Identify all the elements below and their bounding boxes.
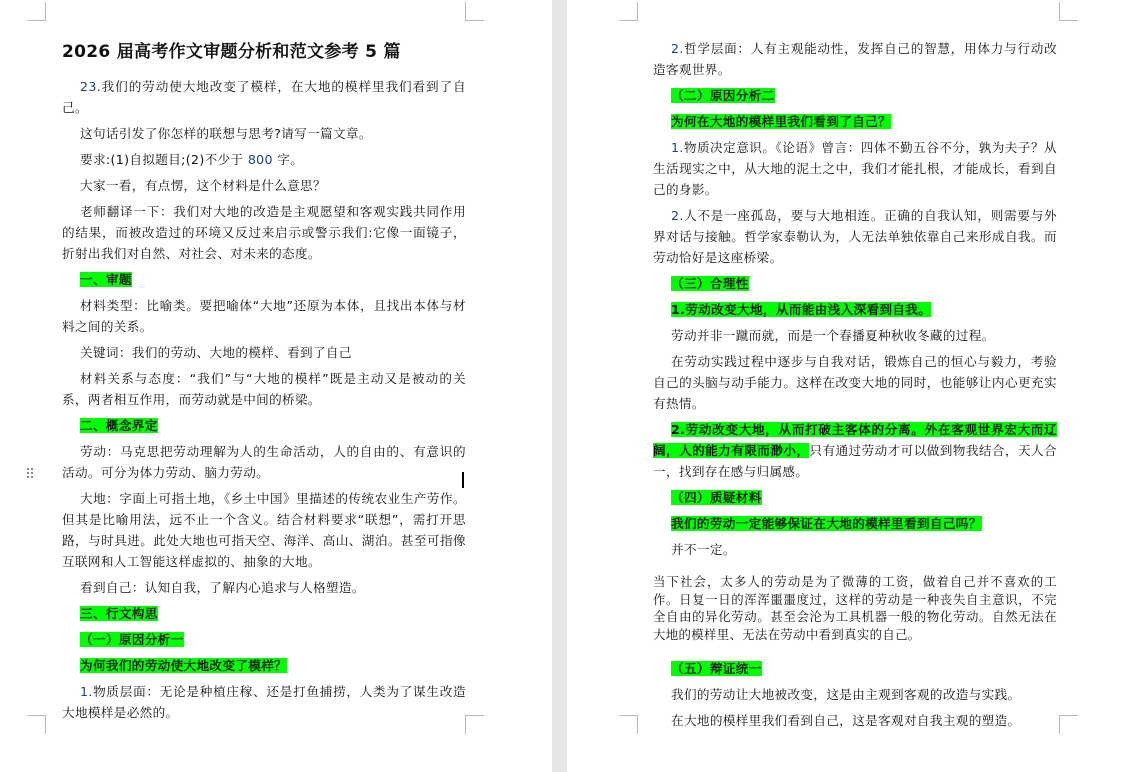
- section-heading: [653, 111, 1057, 132]
- paragraph: [653, 710, 1057, 731]
- text-run: 人不是一座孤岛，要与大地相连。正确的自我认知，则需要与外界对话与接触。哲学家泰勒认为，人无法单独依靠自己来形成自我。而劳动恰好是这座桥梁。: [653, 208, 1057, 265]
- text-run: 物质层面：无论是种植庄稼、还是打鱼捕捞，人类为了谋生改造大地模样是必然的。: [62, 684, 466, 720]
- section-heading: [653, 85, 1057, 106]
- highlighted-text: 一、审题: [80, 272, 132, 287]
- text-run: 劳动：马克思把劳动理解为人的生命活动，人的自由的、有意识的活动。可分为体力劳动、脑力劳动。: [62, 444, 466, 480]
- section-heading: [653, 658, 1057, 679]
- paragraph: [62, 201, 466, 264]
- paragraph: [62, 76, 466, 118]
- margin-corner-mark: [27, 715, 46, 734]
- paragraph: [653, 137, 1057, 200]
- paragraph: [62, 123, 466, 144]
- text-run: 大家一看，有点愣，这个材料是什么意思？: [80, 178, 326, 193]
- text-run: 我们的劳动使大地改变了模样，在大地的模样里我们看到了自己。: [62, 79, 466, 115]
- page-body[interactable]: [653, 38, 1057, 736]
- section-heading: [653, 487, 1057, 508]
- paragraph: [653, 38, 1057, 80]
- text-run: 23.: [80, 79, 102, 94]
- section-heading: [62, 629, 466, 650]
- text-run: 哲学层面：人有主观能动性，发挥自己的智慧，用体力与行动改造客观世界。: [653, 41, 1057, 77]
- highlighted-text: 二、概念界定: [80, 418, 158, 433]
- drag-handle-icon[interactable]: ⠿: [25, 467, 36, 483]
- paragraph: [62, 295, 466, 337]
- highlighted-text: 我们的劳动一定能够保证在大地的模样里看到自己吗？: [671, 516, 982, 531]
- margin-corner-mark: [619, 715, 638, 734]
- highlighted-text: 为何在大地的模样里我们看到了自己？: [671, 114, 892, 129]
- text-run: 关键词：我们的劳动、大地的模样、看到了自己: [80, 345, 352, 360]
- text-run: 要求:(1)自拟题目;(2)不少于: [80, 152, 248, 167]
- text-run: 劳动并非一蹴而就，而是一个春播夏种秋收冬藏的过程。: [671, 328, 995, 343]
- text-run: 并不一定。: [671, 542, 736, 557]
- text-cursor: [462, 472, 464, 488]
- margin-corner-mark: [465, 2, 484, 21]
- paragraph: [653, 325, 1057, 346]
- text-run: 我们的劳动让大地被改变，这是由主观到客观的改造与实践。: [671, 687, 1021, 702]
- paragraph: [653, 419, 1057, 482]
- text-run: 老师翻译一下：我们对大地的改造是主观愿望和客观实践共同作用的结果，而被改造过的环境又反过来启示或警示我们:它像一面镜子，折射出我们对自然、对社会、对未来的态度。: [62, 204, 466, 261]
- text-run: 800: [247, 152, 273, 167]
- text-run: 看到自己：认知自我，了解内心追求与人格塑造。: [80, 580, 365, 595]
- paragraph: [653, 351, 1057, 414]
- highlighted-text: （三）合理性: [671, 276, 749, 291]
- section-heading: [653, 273, 1057, 294]
- section-heading: [62, 603, 466, 624]
- paragraph: [62, 175, 466, 196]
- text-run: 只有通过劳动才可以做到物我结合，天人合一，找到存在感与归属感。: [653, 443, 1057, 479]
- paragraph: [62, 681, 466, 723]
- paragraph: [653, 539, 1057, 560]
- paragraph: [653, 573, 1057, 643]
- text-run: 在劳动实践过程中逐步与自我对话，锻炼自己的恒心与毅力，考验自己的头脑与动手能力。这样在改变大地的同时，也能够让内心更充实有热情。: [653, 354, 1057, 411]
- paragraph: [62, 342, 466, 363]
- section-heading: [653, 513, 1057, 534]
- document-title: 2026 届高考作文审题分析和范文参考 5 篇: [62, 42, 401, 62]
- text-run: 在大地的模样里我们看到自己，这是客观对自我主观的塑造。: [671, 713, 1021, 728]
- highlighted-text: （四）质疑材料: [671, 490, 762, 505]
- highlighted-text: 为何我们的劳动使大地改变了模样？: [80, 658, 288, 673]
- text-run: 2.: [671, 41, 684, 56]
- paragraph: [653, 205, 1057, 268]
- paragraph: [653, 684, 1057, 705]
- text-run: 材料类型：比喻类。要把喻体“大地”还原为本体，且找出本体与材料之间的关系。: [62, 298, 466, 334]
- document-page-left: [0, 0, 552, 772]
- text-run: 物质决定意识。《论语》曾言：四体不勤五谷不分，孰为夫子？从生活现实之中，从大地的泥土之中，我们才能扎根，才能成长，看到自己的身影。: [653, 140, 1057, 197]
- margin-corner-mark: [1059, 715, 1078, 734]
- text-run: 1.: [80, 684, 93, 699]
- paragraph: [62, 488, 466, 572]
- highlighted-text: （二）原因分析二: [671, 88, 775, 103]
- text-run: 大地：字面上可指土地，《乡土中国》里描述的传统农业生产劳作。但其是比喻用法，远不止一个含义。结合材料要求“联想”，需打开思路，与时具进。此处大地也可指天空、海洋、高山、湖泊。甚至可指像互联网和人工智能这样虚拟的、抽象的大地。: [62, 491, 466, 569]
- paragraph: [62, 441, 466, 483]
- paragraph: [62, 149, 466, 170]
- section-heading: [653, 299, 1057, 320]
- paragraph: [62, 577, 466, 598]
- margin-corner-mark: [619, 2, 638, 21]
- highlighted-text: （五）辩证统一: [671, 661, 762, 676]
- section-heading: [62, 415, 466, 436]
- text-run: 2.: [671, 208, 684, 223]
- text-run: 字。: [272, 152, 304, 167]
- text-run: 当下社会，太多人的劳动是为了微薄的工资，做着自己并不喜欢的工作。日复一日的浑浑噩噩度过，这样的劳动是一种丧失自主意识，不完全自由的异化劳动。甚至会沦为工具机器一般的物化劳动。自然无法在大地的模样里、无法在劳动中看到真实的自己。: [653, 574, 1057, 642]
- margin-corner-mark: [465, 715, 484, 734]
- margin-corner-mark: [27, 2, 46, 21]
- highlighted-text: 1.劳动改变大地，从而能由浅入深看到自我。: [671, 302, 932, 317]
- text-run: 材料关系与态度：“我们”与“大地的模样”既是主动又是被动的关系，两者相互作用，而劳动就是中间的桥梁。: [62, 371, 466, 407]
- margin-corner-mark: [1059, 2, 1078, 21]
- text-run: 1.: [671, 140, 684, 155]
- section-heading: [62, 655, 466, 676]
- highlighted-text: （一）原因分析一: [80, 632, 184, 647]
- highlighted-text: 2.劳动改变大地，从而打破主客体的分离。外在客观世界宏大而辽阔，人的能力有限而渺小，: [653, 422, 1057, 458]
- section-heading: [62, 269, 466, 290]
- page-body[interactable]: [62, 40, 466, 728]
- text-run: 这句话引发了你怎样的联想与思考?请写一篇文章。: [80, 126, 372, 141]
- highlighted-text: 三、行文构思: [80, 606, 158, 621]
- paragraph: [62, 368, 466, 410]
- document-page-right: [567, 0, 1142, 772]
